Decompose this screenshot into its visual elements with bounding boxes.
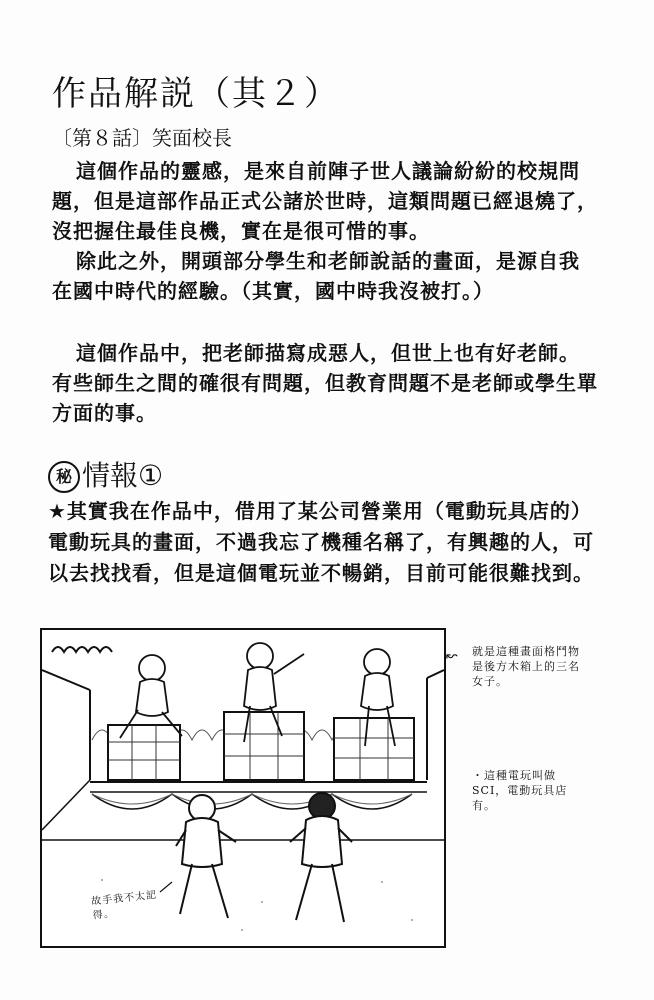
secret-heading-text: 情報①	[82, 459, 164, 492]
paragraph-3	[52, 338, 600, 428]
info-text: ★其實我在作品中，借用了某公司營業用（電動玩具店的）電動玩具的畫面，不過我忘了機種名稱了，有興趣的人，可以去找找看，但是這個電玩並不暢銷，目前可能很難找到。	[48, 499, 594, 585]
page-title: 作品解説（其２）	[52, 74, 340, 114]
paragraph-1-text: 這個作品的靈感，是來自前陣子世人議論紛紛的校規問題，但是這部作品正式公諸於世時，這類問題已經退燒了，沒把握住最佳良機，實在是很可惜的事。	[52, 159, 598, 243]
chapter-heading: 〔第８話〕笑面校長	[52, 126, 232, 150]
illustration-note: 故手我不太記得。	[90, 889, 158, 922]
paragraph-1	[52, 156, 600, 246]
secret-info-heading	[48, 458, 163, 494]
secret-mark-icon: 秘	[48, 461, 80, 493]
paragraph-2-text: 除此之外，開頭部分學生和老師說話的畫面，是源自我在國中時代的經驗。（其實，國中時我沒被打。）	[52, 249, 580, 303]
paragraph-2	[52, 246, 600, 306]
paragraph-3-text: 這個作品中，把老師描寫成惡人，但世上也有好老師。有些師生之間的確很有問題，但教育問題不是老師或學生單方面的事。	[52, 341, 598, 425]
annotation-arrow-icon: ↜	[446, 648, 458, 664]
margin-note-2: ・這種電玩叫做SCI，電動玩具店有。	[472, 769, 568, 812]
margin-note-1: 就是這種畫面格鬥物是後方木箱上的三名女子。	[472, 645, 580, 688]
